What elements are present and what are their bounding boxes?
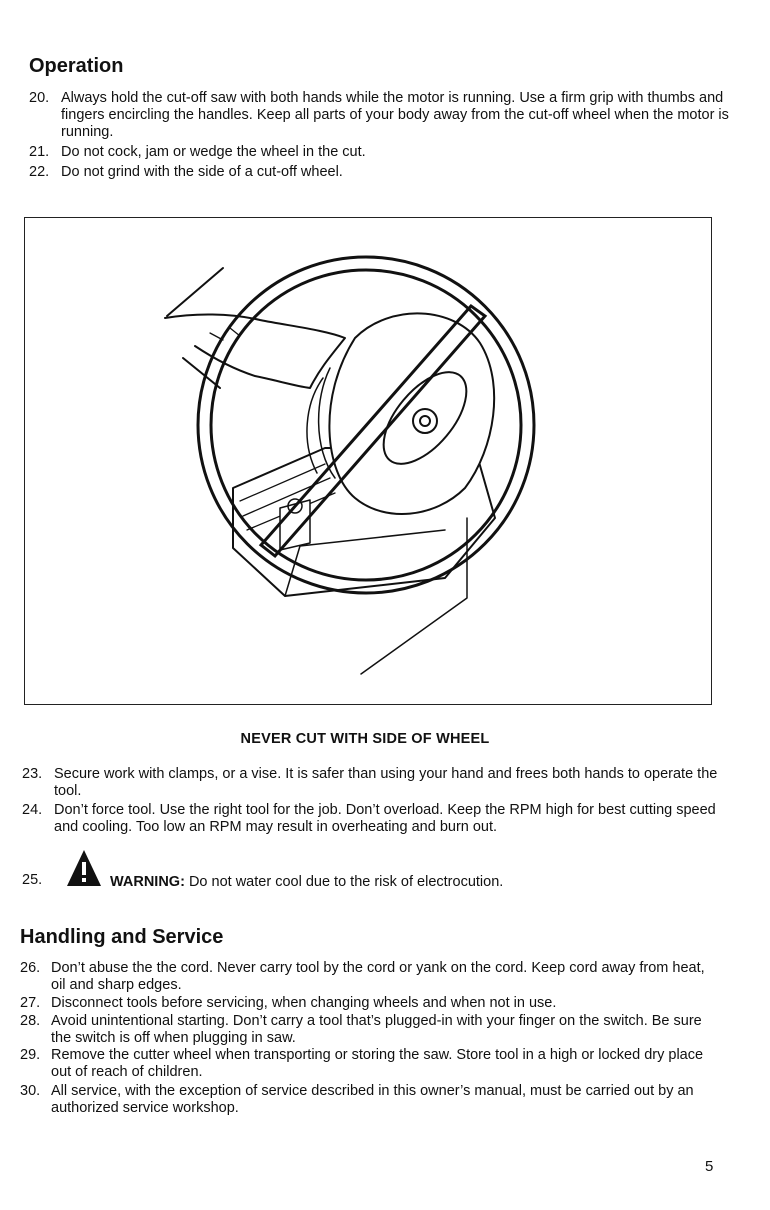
item-number: 27.: [20, 995, 41, 1011]
operation-heading: Operation: [29, 55, 124, 77]
warning-message: Do not water cool due to the risk of electrocution.: [188, 874, 504, 890]
list-item: [20, 1047, 720, 1083]
item-number: 20.: [29, 90, 50, 106]
item-text: Don’t abuse the the cord. Never carry tool by the cord or yank on the cord. Keep cord away from heat, oil and sharp edges.: [51, 960, 705, 993]
figure-caption: NEVER CUT WITH SIDE OF WHEEL: [240, 731, 490, 747]
item-number: 25.: [22, 872, 43, 888]
illustration-frame: [24, 217, 712, 705]
item-text: Do not cock, jam or wedge the wheel in the cut.: [61, 144, 366, 160]
handling-heading: Handling and Service: [20, 926, 224, 948]
item-number: 23.: [22, 766, 43, 782]
item-text: Don’t force tool. Use the right tool for the job. Don’t overload. Keep the RPM high for best cutting speed and cooling. Too low an RPM may result in overheating and burn out.: [54, 802, 716, 835]
item-number: 24.: [22, 802, 43, 818]
item-number: 21.: [29, 144, 50, 160]
page-number: 5: [705, 1158, 714, 1175]
list-item: [29, 164, 729, 184]
list-item: [29, 90, 729, 141]
list-item: [20, 995, 720, 1013]
item-text: Secure work with clamps, or a vise. It is safer than using your hand and frees both hands to operate the tool.: [54, 766, 718, 799]
handling-list: [20, 960, 720, 1119]
item-text: Remove the cutter wheel when transporting or storing the saw. Store tool in a high or locked dry place out of reach of children.: [51, 1047, 704, 1080]
item-text: Disconnect tools before servicing, when changing wheels and when not in use.: [51, 995, 557, 1011]
warning-triangle-icon: [65, 848, 103, 888]
list-item: [20, 960, 720, 995]
warning-text: [110, 874, 503, 890]
warning-notice: [22, 848, 722, 888]
item-text: Always hold the cut-off saw with both hands while the motor is running. Use a firm grip with thumbs and fingers encircling the handles. Keep all parts of your body away from the cut-off wheel when the motor is running.: [61, 90, 729, 140]
list-item: [29, 144, 729, 164]
item-text: All service, with the exception of service described in this owner’s manual, must be carried out by an authorized service workshop.: [51, 1083, 694, 1116]
item-number: 28.: [20, 1013, 41, 1029]
item-number: 22.: [29, 164, 50, 180]
list-item: [20, 1013, 720, 1047]
list-item: [20, 1083, 720, 1119]
prohibited-side-grinding-illustration: [25, 218, 711, 704]
operation-list: [29, 90, 729, 184]
list-item: [22, 766, 722, 800]
item-number: 29.: [20, 1047, 41, 1063]
item-number: 30.: [20, 1083, 41, 1099]
safety-list-middle: [22, 766, 722, 836]
warning-label: WARNING:: [110, 874, 185, 890]
list-item: [22, 802, 722, 836]
item-text: Avoid unintentional starting. Don’t carry a tool that’s plugged-in with your finger on the switch. Be sure the switch is off when plugging in saw.: [51, 1013, 702, 1046]
item-number: 26.: [20, 960, 41, 976]
item-text: Do not grind with the side of a cut-off wheel.: [61, 164, 343, 180]
